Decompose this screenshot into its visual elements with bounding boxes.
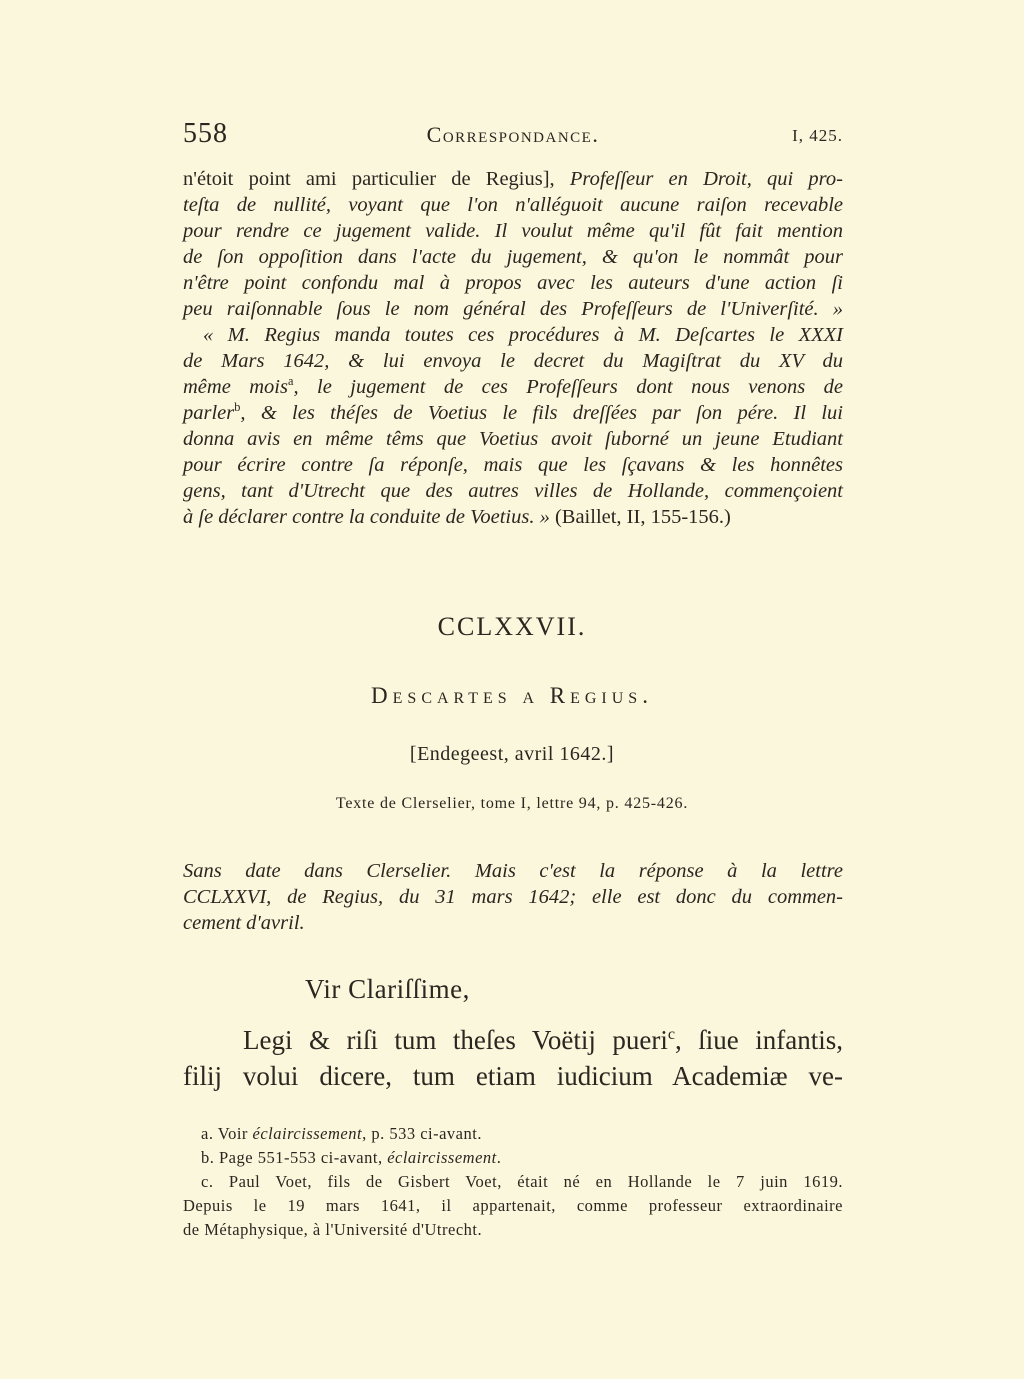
quote-line: teſta de nullité, voyant que l'on n'alléguoit aucune raiſon recevable [183,194,843,216]
footnotes [183,1122,843,1242]
quote-line: de ſon oppoſition dans l'acte du jugement, & qu'on le nommât pour [183,246,843,268]
footnote-c: c. Paul Voet, fils de Gisbert Voet, était né en Hollande le 7 juin 1619. [201,1172,843,1191]
quote-line: donna avis en même têms que Voetius avoit ſuborné un jeune Etudiant [183,428,843,450]
running-head [183,118,843,152]
footnote-ref-a: a [287,374,294,389]
quote-line: à ſe déclarer contre la conduite de Voetius. » (Baillet, II, 155-156.) [183,506,731,528]
source-note: Texte de Clerselier, tome I, lettre 94, p. 425-426. [335,795,689,812]
footnote-ref-b: b [234,400,241,415]
volume-reference: I, 425. [792,126,843,145]
latin-line: filij volui dicere, tum etiam iudicium Academiæ ve- [183,1061,843,1091]
quote-line: n'être point confondu mal à propos avec les auteurs d'une action ſi [183,272,843,294]
footnote-c-cont: Depuis le 19 mars 1641, il appartenait, comme professeur extraordinaire [183,1196,843,1215]
page-number: 558 [183,118,228,149]
footnote-a: a. Voir éclaircissement, p. 533 ci-avant. [201,1124,482,1143]
intro-line: cement d'avril. [183,912,305,934]
quote-line: pour rendre ce jugement valide. Il voulut même qu'il fût fait mention [183,220,843,242]
intro-line: CCLXXVI, de Regius, du 31 mars 1642; elle est donc du commen- [183,886,843,908]
letter-title: Descartes a Regius. [371,683,653,708]
intro-line: Sans date dans Clerselier. Mais c'est la réponse à la lettre [183,860,843,882]
quote-line: peu raiſonnable ſous le nom général des Profeſſeurs de l'Univerſité. » [183,298,843,320]
letter-number: CCLXXVII. [437,612,587,641]
letter-date: [Endegeest, avril 1642.] [409,743,615,765]
quote-line: pour écrire contre ſa réponſe, mais que les ſçavans & les honnêtes [183,454,843,476]
latin-line: Legi & riſi tum theſes Voëtij pueri$^c$, ſiue infantis, [243,1025,843,1055]
baillet-quotation [183,166,843,530]
quote-line: gens, tant d'Utrecht que des autres villes de Hollande, commençoient [183,480,843,502]
latin-letter-text [183,1022,843,1094]
footnote-c-cont: de Métaphysique, à l'Université d'Utrecht. [183,1220,483,1239]
quote-line: de Mars 1642, & lui envoya le decret du Magiſtrat du XV du [183,350,843,372]
footnote-b: b. Page 551-553 ci-avant, éclaircissement. [201,1148,502,1167]
quote-line: parler$^b$, & les théſes de Voetius le fils dreſſées par ſon pére. Il lui [183,400,843,424]
editorial-intro [183,858,843,936]
quote-line: n'étoit point ami particulier de Regius], Profeſſeur en Droit, qui pro- [183,168,843,190]
quote-line: même mois$^a$, le jugement de ces Profeſſeurs dont nous venons de [183,374,843,398]
running-title: Correspondance. [426,122,600,147]
footnote-ref-c: c [667,1025,676,1043]
quote-line: « M. Regius manda toutes ces procédures à M. Deſcartes le XXXI [203,324,843,346]
salutation: Vir Clariſſime, [305,974,470,1004]
